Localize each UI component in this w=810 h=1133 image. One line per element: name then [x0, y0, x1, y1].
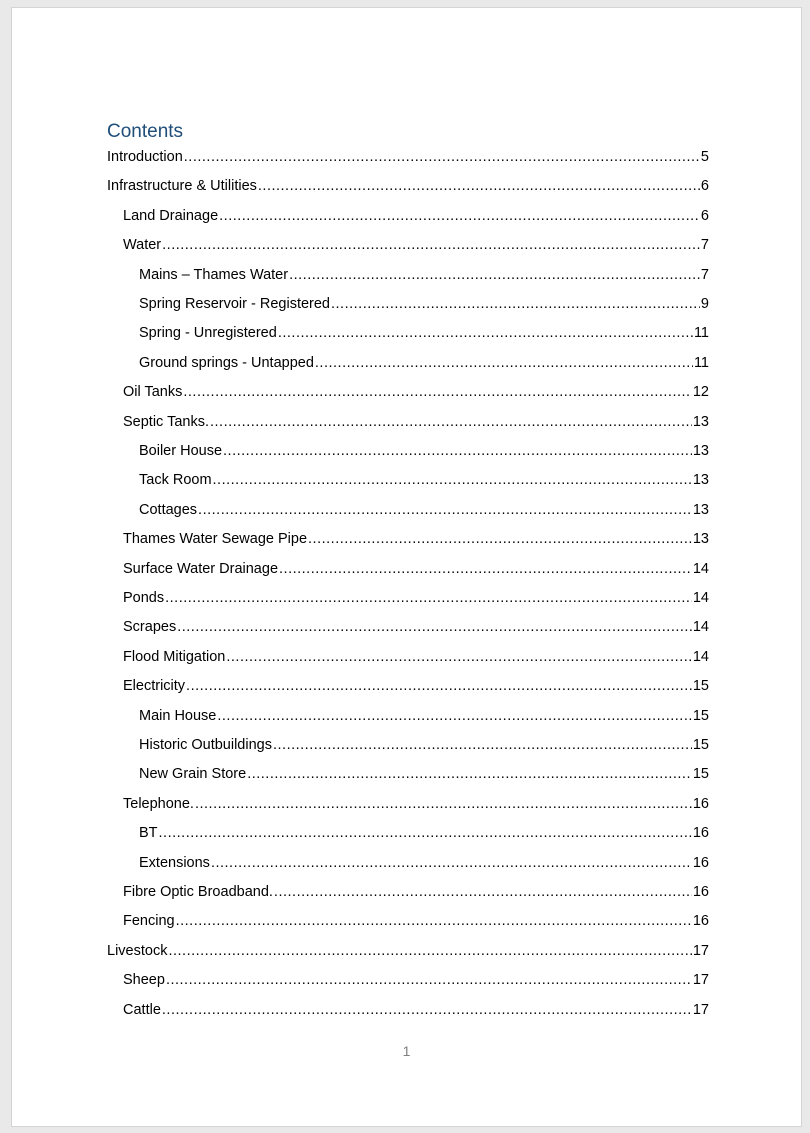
toc-entry-title[interactable]: Telephone.	[123, 795, 194, 812]
toc-entry[interactable]	[139, 851, 709, 873]
toc-entry-page-number[interactable]: 16	[692, 825, 709, 842]
toc-entry[interactable]	[123, 968, 709, 990]
toc-dot-leader	[274, 882, 692, 902]
toc-entry-page-number[interactable]: 14	[692, 590, 709, 606]
toc-dot-leader	[162, 1000, 692, 1020]
toc-dot-leader	[289, 265, 700, 285]
toc-entry-title[interactable]: Livestock	[107, 942, 168, 959]
toc-entry-page-number[interactable]: 14	[692, 560, 709, 577]
toc-entry-title[interactable]: Infrastructure & Utilities	[107, 178, 257, 195]
toc-entry-title[interactable]: Main House	[139, 707, 217, 724]
toc-entry-title[interactable]: Fencing	[123, 913, 175, 930]
toc-entry-page-number[interactable]: 13	[692, 531, 709, 548]
toc-entry-page-number[interactable]: 7	[700, 237, 709, 254]
toc-dot-leader	[183, 382, 691, 402]
toc-entry-title[interactable]: Boiler House	[139, 443, 223, 459]
toc-entry[interactable]	[139, 439, 709, 461]
toc-dot-leader	[165, 588, 692, 608]
toc-dot-leader	[213, 470, 692, 490]
toc-entry-page-number[interactable]: 13	[692, 472, 709, 489]
toc-entry-page-number[interactable]: 15	[692, 766, 709, 783]
toc-entry-title[interactable]: Water	[123, 237, 162, 254]
toc-entry-page-number[interactable]: 15	[692, 707, 709, 724]
toc-entry[interactable]	[123, 792, 709, 814]
toc-entry[interactable]	[123, 880, 709, 902]
toc-entry[interactable]	[139, 704, 709, 726]
toc-dot-leader	[315, 353, 693, 373]
toc-entry-page-number[interactable]: 6	[700, 207, 709, 224]
toc-entry[interactable]	[107, 174, 709, 196]
toc-entry-title[interactable]: Mains – Thames Water	[139, 266, 289, 283]
toc-entry-page-number[interactable]: 16	[692, 884, 709, 900]
toc-entry-title[interactable]: Land Drainage	[123, 207, 219, 224]
toc-dot-leader	[278, 323, 693, 343]
toc-entry-title[interactable]: Ponds	[123, 590, 165, 606]
toc-entry-page-number[interactable]: 13	[692, 443, 709, 459]
toc-entry[interactable]	[139, 292, 709, 314]
toc-entry-page-number[interactable]: 11	[693, 325, 709, 342]
toc-entry-title[interactable]: Scrapes	[123, 619, 177, 636]
toc-entry-title[interactable]: Thames Water Sewage Pipe	[123, 531, 308, 548]
toc-entry-page-number[interactable]: 17	[692, 1001, 709, 1018]
toc-entry-title[interactable]: Fibre Optic Broadband.	[123, 884, 273, 900]
toc-entry[interactable]	[139, 263, 709, 285]
toc-entry[interactable]	[107, 939, 709, 961]
toc-entry[interactable]	[123, 998, 709, 1020]
toc-entry[interactable]	[123, 674, 709, 696]
toc-entry[interactable]	[123, 204, 709, 226]
toc-entry[interactable]	[123, 909, 709, 931]
toc-dot-leader	[177, 617, 692, 637]
toc-entry-page-number[interactable]: 17	[692, 942, 709, 959]
toc-entry-page-number[interactable]: 17	[692, 972, 709, 989]
page-number: 1	[402, 1043, 411, 1059]
toc-entry[interactable]	[139, 498, 709, 520]
toc-entry-page-number[interactable]: 12	[692, 384, 709, 401]
toc-entry-page-number[interactable]: 16	[692, 795, 709, 812]
toc-entry-page-number[interactable]: 14	[692, 619, 709, 636]
toc-entry[interactable]	[139, 821, 709, 843]
toc-entry-page-number[interactable]: 15	[692, 678, 709, 695]
toc-entry[interactable]	[123, 557, 709, 579]
toc-dot-leader	[210, 412, 692, 432]
toc-dot-leader	[195, 794, 692, 814]
toc-entry-title[interactable]: Septic Tanks.	[123, 413, 209, 430]
toc-dot-leader	[159, 823, 692, 843]
toc-entry[interactable]	[139, 351, 709, 373]
toc-dot-leader	[279, 559, 692, 579]
toc-entry-page-number[interactable]: 15	[692, 737, 709, 753]
toc-entry-title[interactable]: BT	[139, 825, 158, 842]
toc-entry-page-number[interactable]: 9	[700, 296, 709, 312]
toc-entry-title[interactable]: Cattle	[123, 1001, 161, 1018]
toc-entry-page-number[interactable]: 6	[700, 178, 709, 195]
toc-entry[interactable]	[139, 468, 709, 490]
toc-entry[interactable]	[123, 380, 709, 402]
toc-dot-leader	[162, 235, 700, 255]
toc-entry-page-number[interactable]: 11	[693, 354, 709, 371]
toc-entry[interactable]	[107, 145, 709, 167]
toc-entry[interactable]	[123, 233, 709, 255]
toc-entry-title[interactable]: Flood Mitigation	[123, 648, 226, 665]
toc-dot-leader	[198, 500, 692, 520]
toc-entry[interactable]	[139, 321, 709, 343]
toc-entry-page-number[interactable]: 5	[700, 149, 709, 165]
toc-dot-leader	[331, 294, 700, 314]
toc-dot-leader	[217, 706, 691, 726]
toc-entry-title[interactable]: Spring - Unregistered	[139, 325, 277, 342]
toc-dot-leader	[226, 647, 692, 667]
toc-entry-title[interactable]: Oil Tanks	[123, 384, 183, 401]
toc-dot-leader	[219, 206, 700, 226]
toc-dot-leader	[273, 735, 692, 755]
toc-entry-title[interactable]: Tack Room	[139, 472, 212, 489]
toc-entry-title[interactable]: Sheep	[123, 972, 165, 989]
toc-entry[interactable]	[123, 615, 709, 637]
toc-entry-title[interactable]: Cottages	[139, 501, 198, 518]
toc-entry[interactable]	[123, 527, 709, 549]
toc-dot-leader	[258, 176, 700, 196]
toc-entry[interactable]	[123, 586, 709, 608]
toc-entry-page-number[interactable]: 16	[692, 854, 709, 871]
toc-dot-leader	[211, 853, 692, 873]
document-page	[11, 7, 802, 1127]
toc-entry[interactable]	[139, 762, 709, 784]
toc-heading: Contents	[107, 121, 184, 142]
toc-dot-leader	[176, 911, 692, 931]
toc-entry[interactable]	[123, 645, 709, 667]
toc-dot-leader	[223, 441, 692, 461]
toc-dot-leader	[308, 529, 692, 549]
toc-entry-page-number[interactable]: 16	[692, 913, 709, 930]
toc-entry-title[interactable]: Historic Outbuildings	[139, 737, 272, 753]
toc-entry-title[interactable]: Surface Water Drainage	[123, 560, 279, 577]
toc-dot-leader	[247, 764, 692, 784]
toc-entry-title[interactable]: Spring Reservoir - Registered	[139, 296, 330, 312]
toc-entry[interactable]	[139, 733, 709, 755]
toc-entry-title[interactable]: New Grain Store	[139, 766, 247, 783]
toc-entry-title[interactable]: Ground springs - Untapped	[139, 354, 314, 371]
toc-entry-title[interactable]: Electricity	[123, 678, 186, 695]
toc-dot-leader	[166, 970, 692, 990]
toc-entry-title[interactable]: Introduction	[107, 149, 183, 165]
toc-entry-page-number[interactable]: 13	[692, 413, 709, 430]
toc-dot-leader	[168, 941, 691, 961]
toc-entry-title[interactable]: Extensions	[139, 854, 210, 871]
toc-entry-page-number[interactable]: 7	[700, 266, 709, 283]
toc-entry[interactable]	[123, 410, 709, 432]
toc-entry-page-number[interactable]: 13	[692, 501, 709, 518]
toc-dot-leader	[186, 676, 692, 696]
toc-entry-page-number[interactable]: 14	[692, 648, 709, 665]
toc-dot-leader	[184, 147, 700, 167]
